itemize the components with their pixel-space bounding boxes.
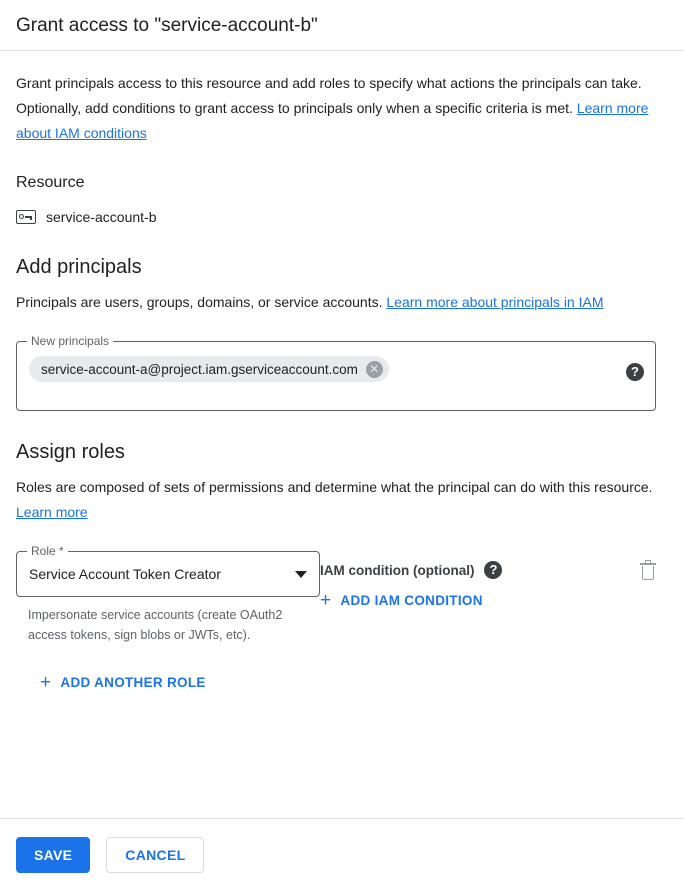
panel-header — [0, 0, 684, 51]
add-principals-heading: Add principals — [16, 256, 142, 278]
cancel-button[interactable]: CANCEL — [106, 837, 204, 873]
resource-heading: Resource — [16, 174, 85, 191]
service-account-icon — [16, 208, 36, 226]
help-icon[interactable]: ? — [626, 363, 644, 381]
panel-footer — [0, 818, 684, 891]
plus-icon: + — [320, 589, 332, 611]
condition-label: IAM condition (optional) — [320, 562, 475, 578]
panel-content — [0, 71, 684, 693]
help-icon[interactable]: ? — [484, 561, 502, 579]
assign-roles-description — [16, 475, 656, 525]
chevron-down-icon[interactable] — [295, 571, 307, 578]
role-select-label: Role * — [27, 544, 68, 558]
add-another-role-button[interactable] — [40, 671, 206, 693]
add-iam-condition-button[interactable] — [320, 589, 483, 611]
assign-roles-heading: Assign roles — [16, 441, 125, 463]
principal-chip[interactable] — [29, 356, 389, 382]
delete-role-column — [610, 551, 656, 586]
trash-icon[interactable] — [640, 563, 656, 581]
intro-text-body: Grant principals access to this resource and add roles to specify what actions the principals can take. Optionally, add conditions to grant access to principals only when a specific criteria is met. — [16, 75, 642, 116]
role-column — [16, 544, 320, 645]
principals-in-iam-link[interactable]: Learn more about principals in IAM — [386, 294, 604, 310]
role-select-value: Service Account Token Creator — [29, 566, 221, 582]
add-another-role-label: ADD ANOTHER ROLE — [60, 675, 206, 690]
plus-icon: + — [40, 671, 52, 693]
role-description: Impersonate service accounts (create OAuth2 access tokens, sign blobs or JWTs, etc). — [28, 608, 283, 642]
resource-row — [16, 208, 668, 226]
add-principals-description-body: Principals are users, groups, domains, or service accounts. — [16, 294, 383, 310]
principal-chip-label: service-account-a@project.iam.gserviceaccount.com — [41, 361, 358, 377]
new-principals-label: New principals — [27, 334, 113, 348]
role-row — [16, 544, 668, 645]
intro-text — [16, 71, 656, 146]
condition-column — [320, 551, 610, 611]
assign-roles-description-body: Roles are composed of sets of permissions and determine what the principal can do with this resource. — [16, 479, 653, 495]
learn-more-link[interactable]: Learn more — [16, 504, 88, 520]
condition-label-row — [320, 561, 610, 579]
resource-name: service-account-b — [46, 209, 157, 225]
page-title: Grant access to "service-account-b" — [16, 15, 318, 36]
add-principals-description — [16, 290, 656, 315]
new-principals-field-wrap — [16, 334, 656, 411]
iam-conditions-link[interactable]: Learn more about IAM conditions — [16, 100, 649, 141]
add-iam-condition-label: ADD IAM CONDITION — [340, 593, 483, 608]
save-button[interactable]: SAVE — [16, 837, 90, 873]
role-select[interactable] — [16, 544, 320, 597]
close-icon[interactable]: ✕ — [366, 361, 383, 378]
new-principals-input[interactable] — [16, 334, 656, 411]
